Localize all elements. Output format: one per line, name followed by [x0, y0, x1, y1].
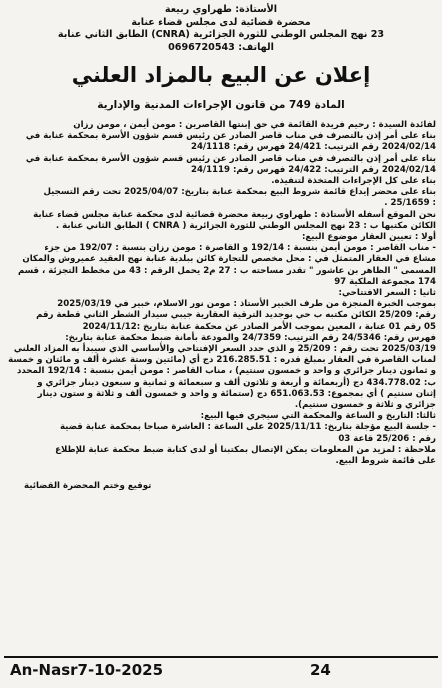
body-line: فهرس رقم: 24/5346 رقم الترتيب: 24/7359 والمودعة بأمانة ضبط محكمة عنابة بتاريخ: [65, 332, 436, 343]
body-line: مشاع في العقار المتمثل في : محل مخصص للتجارة كائن ببلدية عنابة نهج العقيد عميروش والمكان [22, 254, 436, 265]
newspaper-footer [4, 656, 438, 682]
publication-date: An-Nasr7-10-2025 [10, 661, 164, 679]
notice-title: إعلان عن البيع بالمزاد العلني [71, 63, 371, 87]
bailiff-header [6, 4, 436, 54]
body-line: 2025/03/19 تحت رقم : 25/209 و الذي حدد السعر الإفتتاحي والأساسي الذي سيبدأ به المزاد العلني [13, 344, 436, 355]
body-line: ملاحظة : لمزيد من المعلومات يمكن الإتصال بمكتبنا أو لدى كتابة ضبط محكمة عنابة للإطلاع [55, 444, 436, 455]
body-line: - جلسة البيع مؤجلة بتاريخ: 2025/11/11 على الساعة : العاشرة صباحا بمحكمة عنابة قضية [59, 422, 436, 433]
body-line: بناء على أمر إذن بالتصرف في مناب قاصر الصادر عن رئيس قسم شؤون الأسرة بمحكمة عنابة في [25, 131, 436, 142]
body-line: 2024/02/14 رقم الترتيب: 24/421 فهرس رقم: 24/1118 [190, 142, 436, 153]
body-line: على قائمة شروط البيع. [335, 456, 436, 467]
body-line: رقم: 25/209 الكائن مكتبه ب حي بوجديد الترقية العقارية جيبي سيدار الشطر الثاني قطعة رقم [36, 310, 436, 321]
section-heading: ثالثا: التاريخ و الساعة والمحكمة التي سيجري فيها البيع: [200, 411, 436, 422]
body-line: بموجب الخبرة المنجزة من طرف الخبير الأستاذ : مومن نور الاسلام، خبير في 2025/03/19 [57, 299, 436, 310]
bailiff-role: محضرة قضائية لدى مجلس قضاء عنابة [131, 16, 311, 28]
body-line: و ثمانون دينار جزائري و واحد و خمسون سنتيم) ، مناب القاصر : مومن أيمن بنسبة : 192/14 المحدد [16, 366, 436, 377]
notice-subtitle: المادة 749 من قانون الإجراءات المدنية والإدارية [97, 99, 345, 111]
body-line: لمناب القاصرة في العقار بمبلغ قدره : 216.285.51 دج أي (مائتين وستة عشرة ألف و مائتان و خمسة [8, 355, 436, 366]
body-line: نحن الموقع أسفله الأستاذة : طهراوي ربيعة محضرة قضائية لدى محكمة عنابة مجلس قضاء عنابة [33, 209, 436, 220]
bailiff-address: 23 نهج المجلس الوطني للثورة الجزائرية (CNRA) الطابق الثاني عنابة [57, 29, 385, 40]
body-line: بناء على كل الإجراءات المتخذة لتنفيذه. [271, 176, 436, 187]
body-line: إثنان سنتيم ) أي بمجموع: 651.063.53 دج (ستمائة و واحد و خمسون ألف و ثلاثة و ستون دينار [37, 388, 436, 399]
section-heading: أولا : تعيين العقار موضوع البيع: [301, 232, 436, 243]
body-line: 2024/02/14 رقم الترتيب: 24/422 فهرس رقم: 24/1119 [190, 164, 436, 175]
notice-body [6, 120, 436, 467]
body-line: رقم : 25/206 قاعة 03 [338, 433, 436, 444]
page-number: 24 [310, 661, 331, 679]
body-line: بناء على أمر إذن بالتصرف في مناب قاصر الصادر عن رئيس قسم شؤون الأسرة بمحكمة عنابة في [25, 153, 436, 164]
body-line: 05 رقم 01 عنابة ، المعين بموجب الأمر الصادر عن محكمة عنابة بتاريخ :2024/11/12 [82, 321, 436, 332]
section-heading: ثانيا : السعر الافتتاحي: [338, 288, 436, 299]
bailiff-phone: الهاتف: 0696720543 [168, 41, 274, 53]
bailiff-name: الأستاذة: طهراوي ربيعة [164, 4, 278, 15]
body-line: الكائن مكتبها ب : 23 نهج المجلس الوطني للثورة الجزائرية ( CNRA ) الطابق الثاني عنابة . [55, 220, 436, 231]
body-line: : 25/1659 . [384, 198, 436, 209]
signature-line: توقيع وختم المحضرة القضائية [24, 481, 152, 492]
body-line: ب: 434.778.02 دج (أربعمائة و أربعة و ثلاثون ألف و سبعمائة و ثمانية و سبعون دينار جزائري و [37, 377, 436, 388]
body-line: بناء على محضر إيداع قائمة شروط البيع بمحكمة عنابة بتاريخ: 2025/04/07 تحت رقم التسجيل [43, 187, 436, 198]
body-line: لفائدة السيدة : رحيم فريدة القائمة في حق إبنتها القاصرين : مومن أيمن ، مومن رزان [73, 120, 436, 130]
legal-notice [6, 4, 436, 644]
body-line: جزائري و ثلاثة و خمسون سنتيم). [294, 400, 436, 411]
body-line: المسمى " الظاهر بن عاشور " تقدر مساحته ب : 27 م2 يحمل الرقم : 43 من مخطط التجزئة ، قسم [17, 265, 436, 276]
body-line: 174 مجموعة الملكية 97 [334, 276, 436, 287]
body-line: - مناب القاصر : مومن أيمن بنسبة : 192/14 و القاصرة : مومن رزان بنسبة : 192/07 من جزء [44, 243, 436, 254]
